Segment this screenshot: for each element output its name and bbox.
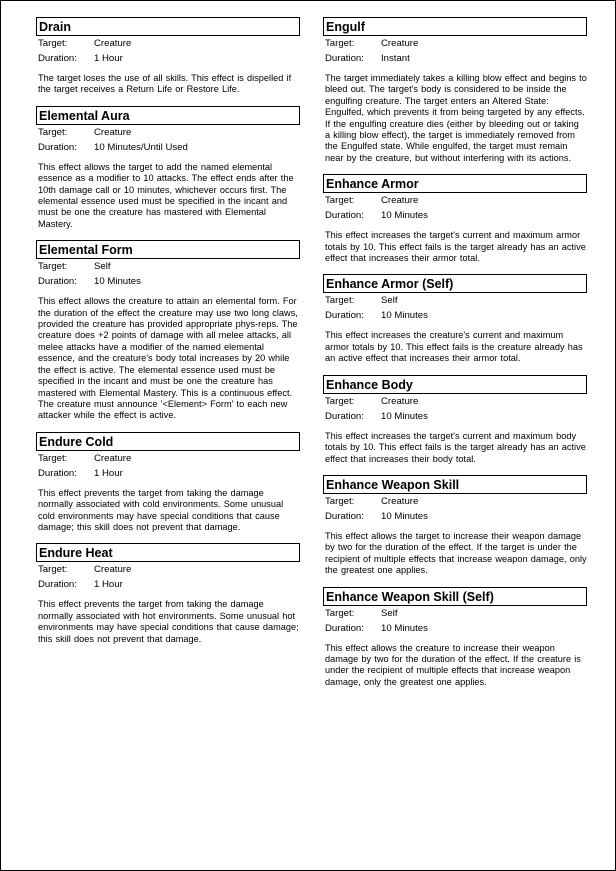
target-label: Target: [325, 607, 355, 619]
duration-row [38, 51, 300, 66]
effect-title: Enhance Weapon Skill (Self) [323, 587, 587, 606]
duration-label: Duration: [38, 579, 77, 591]
duration-value: 10 Minutes [94, 276, 141, 288]
target-row [38, 259, 300, 274]
effect-description: This effect allows the creature to increase their weapon damage by two for the duration of the effect. If the creature is under the recipient of multiple effects that increase weapon damage, only the greatest one applies. [325, 642, 581, 687]
target-value: Creature [94, 38, 132, 49]
effect-title: Elemental Aura [36, 106, 300, 125]
duration-row [325, 308, 587, 323]
duration-row [325, 409, 587, 424]
left-column [36, 17, 300, 655]
target-value: Creature [381, 395, 419, 407]
target-row [325, 293, 587, 308]
effect-description: The target immediately takes a killing blow effect and begins to bleed out. The target's body is considered to be inside the engulfing creature. The target enters an Altered State: Engulfed, which prevents it from being targeted by any effects. If the engulfing creature dies (either by bleeding out or taking a killing blow effect), the target is immediately removed from the Engulfed state. While engulfed, the target must remain near by the creature, but without interfering with its actions. [325, 73, 587, 163]
duration-value: 10 Minutes [381, 410, 428, 422]
duration-row [38, 140, 300, 155]
effect-entry-endure-cold [36, 432, 300, 534]
effect-entry-drain [36, 17, 300, 96]
effect-description: The target loses the use of all skills. This effect is dispelled if the target receives a Return Life or Restore Life. [38, 73, 292, 95]
target-row [38, 562, 300, 577]
target-row [38, 451, 300, 466]
duration-value: 10 Minutes [381, 622, 428, 634]
target-row [38, 36, 300, 51]
duration-value: 1 Hour [94, 467, 123, 479]
duration-row [38, 274, 300, 289]
effect-entry-enhance-armor-self [323, 274, 587, 364]
target-label: Target: [38, 452, 68, 464]
effect-entry-enhance-weapon-skill-self [323, 587, 587, 689]
duration-label: Duration: [325, 410, 364, 422]
target-value: Self [94, 261, 111, 273]
duration-row [325, 621, 587, 636]
target-label: Target: [325, 395, 355, 407]
effect-description: This effect increases the target's current and maximum armor totals by 10. This effect fails is the target already has an active effect that increases their armor total. [325, 230, 586, 264]
duration-label: Duration: [38, 141, 77, 153]
target-value: Self [381, 607, 398, 619]
duration-label: Duration: [325, 310, 364, 322]
duration-value: Instant [381, 53, 410, 64]
target-value: Creature [94, 564, 132, 576]
target-row [325, 193, 587, 208]
effect-description: This effect allows the target to increase their weapon damage by two for the duration of the effect. If the target is under the recipient of multiple effects that increase weapon damage, only the greatest one applies. [325, 530, 587, 576]
effect-description: This effect increases the target's current and maximum body totals by 10. This effect fails is the target already has an active effect that increases their body total. [325, 430, 586, 464]
effect-title: Enhance Armor (Self) [323, 274, 587, 293]
duration-label: Duration: [325, 510, 364, 522]
target-label: Target: [325, 495, 355, 507]
effect-description: This effect allows the target to add the named elemental essence as a modifier to 10 attacks. The effect ends after the 10th damage call or 10 minutes, whichever occurs first. The elemental essence used must be specified in the incant and must be one the creature has mastered with Elemental Mastery. [38, 161, 294, 229]
duration-value: 1 Hour [94, 579, 123, 591]
duration-label: Duration: [325, 622, 364, 634]
effect-description: This effect increases the creature's current and maximum armor totals by 10. This effect fails is the creature already has an active effect that increases their armor total. [325, 330, 583, 364]
effect-entry-enhance-armor [323, 174, 587, 264]
effect-title: Endure Heat [36, 543, 300, 562]
target-label: Target: [38, 126, 68, 138]
target-row [325, 494, 587, 509]
target-label: Target: [325, 195, 355, 207]
duration-label: Duration: [325, 53, 364, 64]
duration-value: 10 Minutes/Until Used [94, 141, 188, 153]
target-value: Creature [381, 195, 419, 207]
effect-title: Enhance Body [323, 375, 587, 394]
target-row [38, 125, 300, 140]
duration-label: Duration: [38, 53, 77, 64]
effect-title: Enhance Weapon Skill [323, 475, 587, 494]
effect-title: Elemental Form [36, 240, 300, 259]
duration-value: 10 Minutes [381, 310, 428, 322]
target-row [325, 394, 587, 409]
target-value: Creature [94, 126, 132, 138]
duration-row [38, 466, 300, 481]
target-label: Target: [38, 261, 68, 273]
right-column [323, 17, 587, 698]
effect-entry-elemental-aura [36, 106, 300, 230]
duration-row [325, 509, 587, 524]
duration-row [38, 577, 300, 592]
duration-value: 10 Minutes [381, 510, 428, 522]
duration-value: 1 Hour [94, 53, 123, 64]
target-value: Creature [381, 495, 419, 507]
effect-entry-elemental-form [36, 240, 300, 421]
target-label: Target: [38, 564, 68, 576]
effect-title: Drain [36, 17, 300, 36]
target-value: Creature [94, 452, 132, 464]
target-value: Creature [381, 38, 419, 49]
target-row [325, 36, 587, 51]
effect-title: Enhance Armor [323, 174, 587, 193]
duration-value: 10 Minutes [381, 210, 428, 222]
target-value: Self [381, 295, 398, 307]
target-label: Target: [325, 38, 355, 49]
effect-entry-engulf [323, 17, 587, 164]
target-label: Target: [325, 295, 355, 307]
effect-description: This effect prevents the target from taking the damage normally associated with cold environments. Some unusual cold environments may have special conditions that cause damage; this skill does not prevent that damage. [38, 487, 284, 532]
effect-entry-enhance-body [323, 375, 587, 465]
effect-title: Engulf [323, 17, 587, 36]
duration-label: Duration: [38, 467, 77, 479]
effect-entry-endure-heat [36, 543, 300, 645]
effect-entry-enhance-weapon-skill [323, 475, 587, 577]
target-label: Target: [38, 38, 68, 49]
duration-label: Duration: [38, 276, 77, 288]
effect-description: This effect prevents the target from taking the damage normally associated with hot environments. Some unusual hot environments may have special conditions that cause damage; this skill does not prevent that damage. [38, 599, 299, 644]
duration-row [325, 51, 587, 66]
duration-row [325, 208, 587, 223]
effect-description: This effect allows the creature to attain an elemental form. For the duration of the effect the creature may use two long claws, provided the creature has provided appropriate phys-reps. The creature does +2 points of damage with all melee attacks, all melee attacks have a modifier of the named elemental essence, and the creature's body total increases by 20 while the effect is active. The elemental essence used must be specified in the incant and must be one the creature has mastered with Elemental Mastery. This is a continuous effect. The creature must announce '<Element> Form' to each new attacker while the effect is active. [38, 296, 298, 421]
duration-label: Duration: [325, 210, 364, 222]
target-row [325, 606, 587, 621]
effect-title: Endure Cold [36, 432, 300, 451]
